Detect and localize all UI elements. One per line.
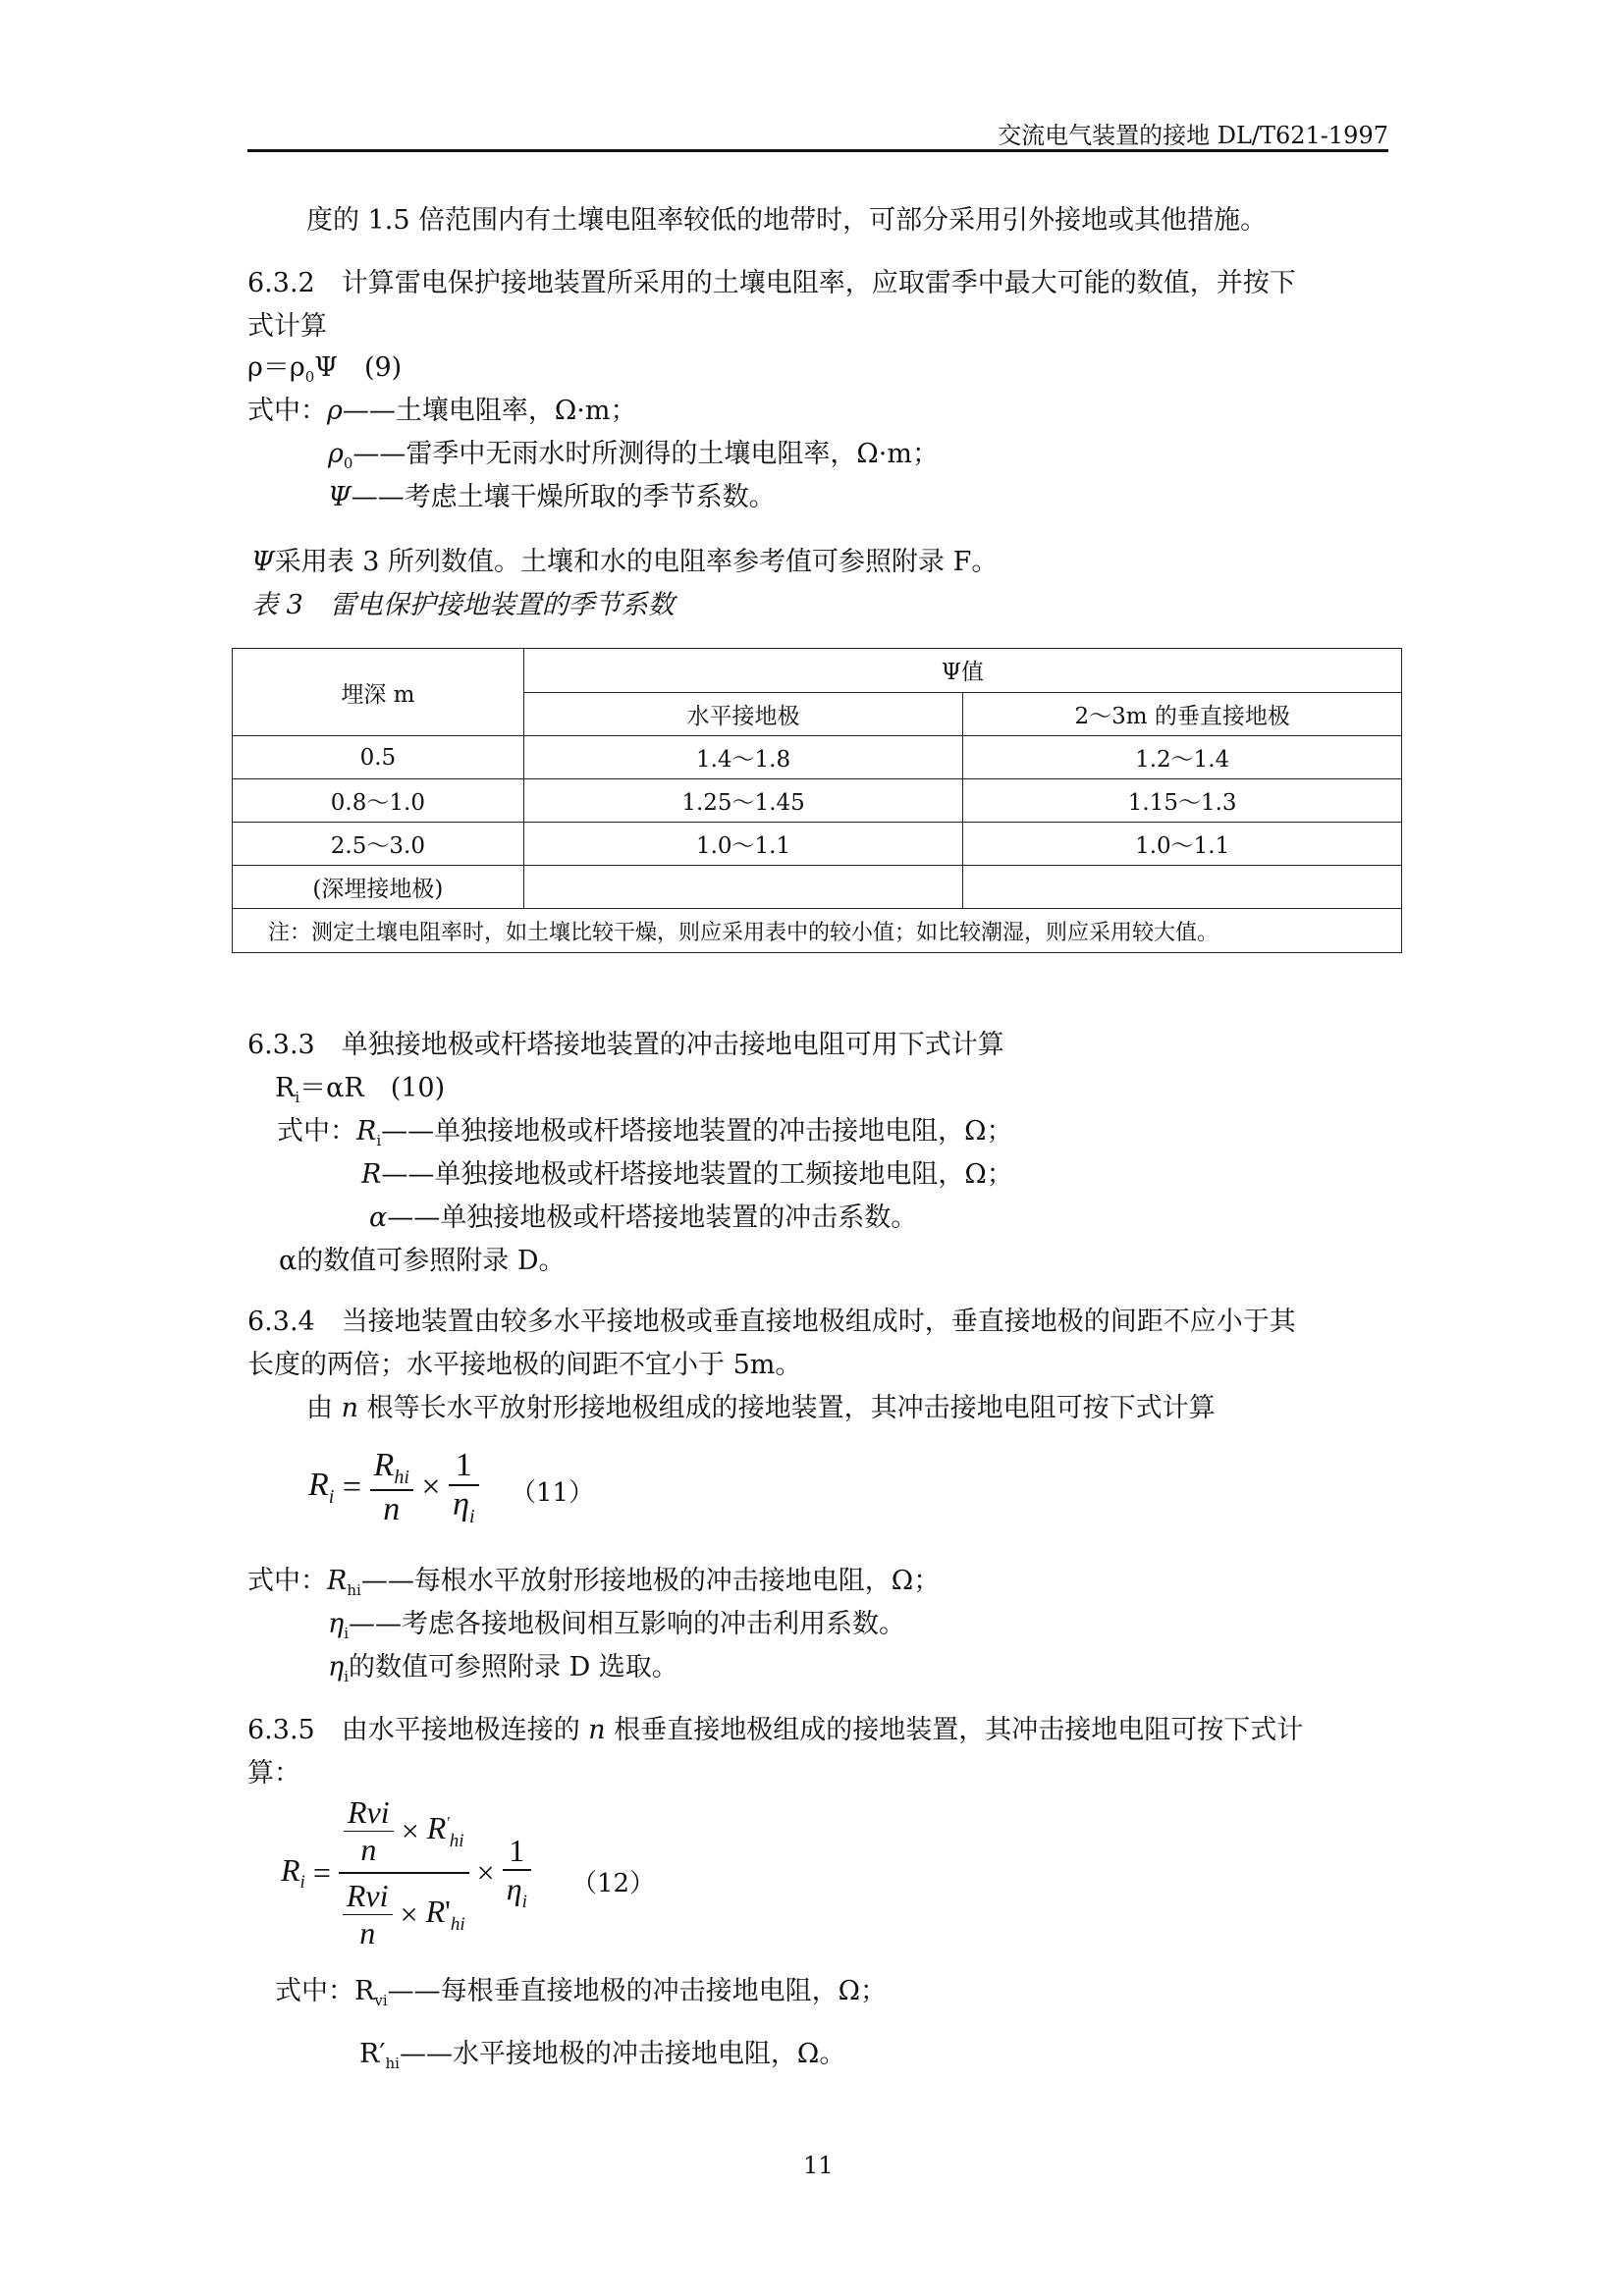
cell-horizontal: 1.25～1.45 [523,779,963,823]
cell-vertical [963,866,1402,909]
section-6-3-3-line1: 6.3.3 单独接地极或杆塔接地装置的冲击接地电阻可用下式计算 [247,1030,1004,1060]
table-row [233,736,1402,779]
psi-note: Ψ采用表 3 所列数值。土壤和水的电阻率参考值可参照附录 F。 [251,547,999,577]
header-rule [247,149,1388,152]
section-6-3-5-line2: 算： [247,1758,300,1789]
eta-note: $\eta_i$的数值可参照附录 D 选取。 [328,1652,678,1686]
cell-horizontal: 1.0～1.1 [523,823,963,866]
header-psi: Ψ值 [523,649,1401,693]
where-def-rhi: 式中：$R_{hi}——$每根水平放射形接地极的冲击接地电阻，Ω； [247,1566,941,1600]
alpha-note: α的数值可参照附录 D。 [279,1246,566,1276]
table-3-caption: 表 3 雷电保护接地装置的季节系数 [251,590,675,620]
formula-9: $\rho=\rho_0\Psi$ (9) [247,352,403,387]
table-note: 注：测定土壤电阻率时，如土壤比较干燥，则应采用表中的较小值；如比较潮湿，则应采用较大值。 [233,909,1402,953]
cell-vertical: 1.15～1.3 [963,779,1402,823]
where-def-eta: $\eta_i——$考虑各接地极间相互影响的冲击利用系数。 [328,1609,905,1643]
where-def-rho: 式中：ρ——土壤电阻率，Ω·m； [247,396,637,426]
fraction-complex: $\frac{\text{Rvi}}{n}$ × $R'_{hi}$ $\frac{\text{Rvi}}{n}$ × $R'_{hi}$ [339,1794,469,1951]
where-def-psi: Ψ——考虑土壤干燥所取的季节系数。 [328,482,776,512]
section-6-3-4-line3: 由 n 根等长水平放射形接地极组成的接地装置，其冲击接地电阻可按下式计算 [306,1393,1216,1423]
where-def-rvi: 式中：$R_{vi}——$每根垂直接地极的冲击接地电阻，Ω； [275,1976,888,2010]
section-6-3-2-line1: 6.3.2 计算雷电保护接地装置所采用的土壤电阻率，应取雷季中最大可能的数值，并按下 [247,268,1296,298]
equation-11: $R_i$ = $\frac{R_{hi}}{n}$ × $\frac{1}{\eta_i}$ [308,1447,479,1528]
cell-vertical: 1.2～1.4 [963,736,1402,779]
table-row [233,779,1402,823]
section-6-3-4-line1: 6.3.4 当接地装置由较多水平接地极或垂直接地极组成时，垂直接地极的间距不应小于其 [247,1307,1296,1337]
table-3 [232,648,1402,953]
cell-horizontal [523,866,963,909]
fraction-rhi-over-n: $\frac{R_{hi}}{n}$ [370,1447,413,1528]
header-depth: 埋深 m [233,649,524,736]
header-vertical: 2～3m 的垂直接地极 [963,692,1402,736]
section-6-3-5-line1: 6.3.5 由水平接地极连接的 n 根垂直接地极组成的接地装置，其冲击接地电阻可按下式计 [247,1715,1304,1745]
cell-depth: 0.5 [233,736,524,779]
equation-11-number: （11） [511,1478,595,1508]
section-6-3-2-line2: 式计算 [247,311,327,342]
page-number: 11 [803,2152,834,2179]
fraction-one-over-eta: $\frac{1}{\eta_i}$ [449,1447,478,1528]
running-header: 交流电气装置的接地 DL/T621-1997 [998,122,1388,149]
equation-12: $R_i$ = $\frac{\text{Rvi}}{n}$ × $R'_{hi}$ $\frac{\text{Rvi}}{n}$ × $R'_{hi}$ × $\frac{1}{\eta_i}$ [281,1794,531,1951]
where-def-alpha: α——单独接地极或杆塔接地装置的冲击系数。 [369,1202,918,1233]
section-6-3-4-line2: 长度的两倍；水平接地极的间距不宜小于 5m。 [247,1350,802,1380]
cell-vertical: 1.0～1.1 [963,823,1402,866]
cell-depth: (深埋接地极) [233,866,524,909]
cell-horizontal: 1.4～1.8 [523,736,963,779]
where-def-rho0: $\rho_0——$雷季中无雨水时所测得的土壤电阻率，Ω·m； [328,439,939,473]
equation-12-number: （12） [571,1869,656,1898]
where-def-r: R——单独接地极或杆塔接地装置的工频接地电阻，Ω； [361,1159,1013,1190]
formula-10: $R_i=\alpha R$ (10) [275,1073,446,1107]
cell-depth: 0.8～1.0 [233,779,524,823]
cell-depth: 2.5～3.0 [233,823,524,866]
paragraph-continuation: 度的 1.5 倍范围内有土壤电阻率较低的地带时，可部分采用引外接地或其他措施。 [306,205,1268,236]
fraction-one-over-eta-12: $\frac{1}{\eta_i}$ [503,1833,531,1912]
where-def-ri: 式中：$R_i——$单独接地极或杆塔接地装置的冲击接地电阻，Ω； [277,1116,1013,1150]
table-row [233,866,1402,909]
header-horizontal: 水平接地极 [523,692,963,736]
where-def-rprime-hi: $R'_{hi}——$水平接地极的冲击接地电阻，Ω。 [359,2039,846,2073]
table-row [233,823,1402,866]
